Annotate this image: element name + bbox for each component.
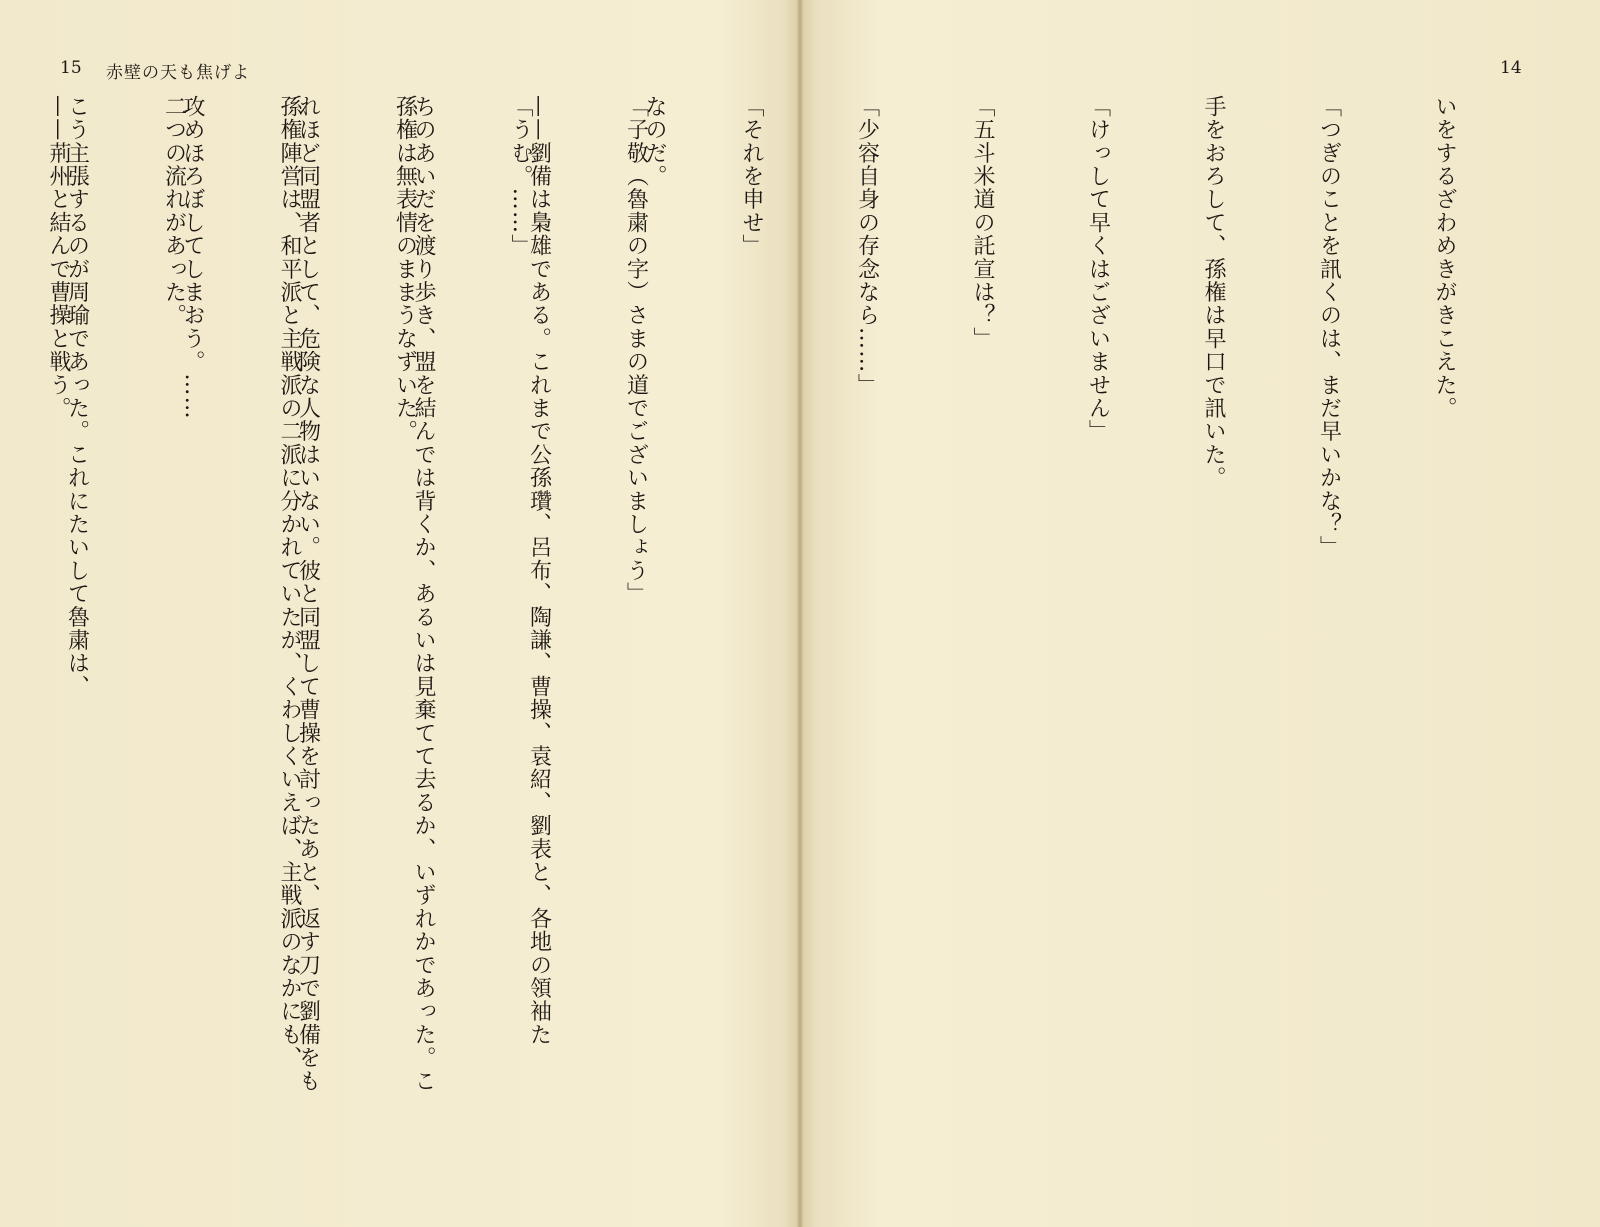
text-line: いをするざわめきがきこえた。: [1432, 95, 1457, 420]
text-line: ——劉備は梟雄である。これまで公孫瓚、呂布、陶謙、曹操、袁紹、劉表と、各地の領袖た: [526, 95, 552, 1047]
running-head: 赤壁の天も焦げよ: [106, 63, 250, 83]
text-line: こう主張するのが周瑜であった。これにたいして魯粛は、: [64, 95, 90, 699]
text-line: 「少容自身の存念なら……」: [854, 95, 880, 397]
text-line: 二つの流れがあった。: [161, 95, 187, 327]
text-line: 孫権陣営は、和平派と主戦派の二派に分かれていたが、くわしくいえば、主戦派のなかにも、: [277, 95, 302, 1070]
text-line: 攻めほろぼしてしまおう。……: [180, 95, 205, 420]
text-line: 「うむ。……」: [508, 95, 533, 258]
page-number-left: 15: [60, 58, 82, 78]
text-line: ——荊州と結んで曹操と戦う。: [46, 95, 71, 420]
page-number-right: 14: [1500, 58, 1522, 78]
text-line: なのだ。: [642, 95, 667, 188]
text-line: 孫権は無表情のままうなずいた。: [392, 95, 418, 443]
text-line: ちのあいだを渡り歩き、盟を結んでは背くか、あるいは見棄てて去るか、いずれかであった。こ: [411, 95, 436, 1093]
text-line: れほど同盟者として、危険な人物はいない。彼と同盟して曹操を討ったあと、返す刀で劉備をも: [295, 95, 321, 1093]
text-line: 「けっして早くはございません」: [1085, 95, 1111, 443]
text-line: 「五斗米道の託宣は？」: [970, 95, 995, 351]
text-line: 「つぎのことを訊くのは、まだ早いかな？」: [1316, 95, 1342, 559]
text-line: 「子敬（魯粛の字）さまの道でございましょう」: [623, 95, 649, 606]
text-line: 手をおろして、孫権は早口で訊いた。: [1201, 95, 1226, 490]
text-line: 「それを申せ」: [739, 95, 764, 258]
